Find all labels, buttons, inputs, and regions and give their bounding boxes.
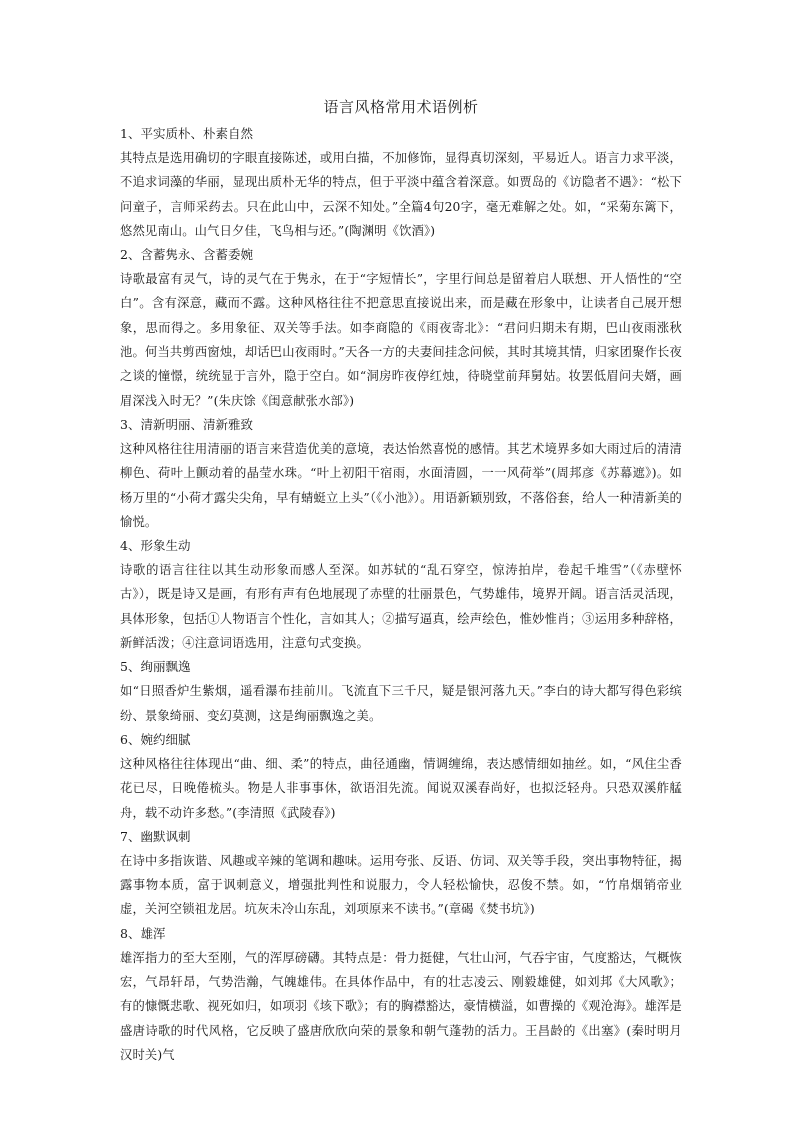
section-body: 这种风格往往体现出“曲、细、柔”的特点，曲径通幽，情调缠绵，表达感情细如抽丝。如，“风住尘香花已尽，日晚倦梳头。物是人非事事休，欲语泪先流。闻说双溪春尚好，也拟泛轻舟。只恐双溪舴艋舟，载不动许多愁。”(李清照《武陵春》): [120, 756, 682, 820]
section-heading: 1、平实质朴、朴素自然: [120, 126, 253, 141]
section-4: [120, 534, 682, 655]
section-8: [120, 922, 682, 1067]
section-body: 如“日照香炉生紫烟，遥看瀑布挂前川。飞流直下三千尺，疑是银河落九天。”李白的诗大都写得色彩缤纷、景象绮丽、变幻莫测，这是绚丽飘逸之美。: [120, 684, 682, 723]
section-heading: 7、幽默讽刺: [120, 828, 191, 844]
section-5: [120, 655, 682, 728]
section-7: [120, 825, 682, 922]
section-2: [120, 243, 682, 413]
section-heading: 5、绚丽飘逸: [120, 659, 191, 675]
section-body: 在诗中多指诙谐、风趣或辛辣的笔调和趣味。运用夸张、反语、仿词、双关等手段，突出事物特征，揭露事物本质，富于讽刺意义，增强批判性和说服力，令人轻松愉快，忍俊不禁。如，“竹帛烟销帝业虚，关河空锁祖龙居。坑灰未冷山东乱，刘项原来不读书。”(章碣《焚书坑》): [120, 853, 682, 917]
section-heading: 4、形象生动: [120, 538, 191, 554]
section-heading: 2、含蓄隽永、含蓄委婉: [120, 247, 253, 263]
section-6: [120, 728, 682, 825]
section-3: [120, 413, 682, 534]
section-body: 雄浑指力的至大至刚，气的浑厚磅礴。其特点是：骨力挺健，气壮山河，气吞宇宙，气度豁达，气概恢宏，气昂轩昂，气势浩瀚，气魄雄伟。在具体作品中，有的壮志凌云、刚毅雄健，如刘邦《大风歌》；有的慷慨悲歌、视死如归，如项羽《垓下歌》；有的胸襟豁达，豪情横溢，如曹操的《观沧海》。雄浑是盛唐诗歌的时代风格，它反映了盛唐欣欣向荣的景象和朝气蓬勃的活力。王昌龄的《出塞》(秦时明月汉时关)气: [120, 950, 682, 1062]
document-page: [120, 96, 682, 1067]
section-heading: 8、雄浑: [120, 925, 166, 941]
section-1: [120, 122, 682, 243]
section-body: 其特点是选用确切的字眼直接陈述，或用白描，不加修饰，显得真切深刻，平易近人。语言力求平淡，不追求词藻的华丽，显现出质朴无华的特点，但于平淡中蕴含着深意。如贾岛的《访隐者不遇》：“松下问童子，言师采药去。只在此山中，云深不知处。”全篇4句20字，毫无难解之处。如，“采菊东篱下，悠然见南山。山气日夕佳，飞鸟相与还。”(陶渊明《饮酒》): [120, 151, 682, 238]
document-title: 语言风格常用术语例析: [323, 98, 479, 116]
section-heading: 3、清新明丽、清新雅致: [120, 416, 253, 432]
section-list: [120, 122, 682, 1067]
section-body: 这种风格往往用清丽的语言来营造优美的意境，表达怡然喜悦的感情。其艺术境界多如大雨过后的清清柳色、荷叶上颤动着的晶莹水珠。“叶上初阳干宿雨，水面清圆，一一风荷举”(周邦彦《苏幕遮》)。如杨万里的“小荷才露尖尖角，早有蜻蜓立上头”（《小池》）。用语新颖别致，不落俗套，给人一种清新美的愉悦。: [120, 441, 682, 529]
section-body: 诗歌最富有灵气，诗的灵气在于隽永，在于“字短情长”，字里行间总是留着启人联想、开人悟性的“空白”。含有深意，藏而不露。这种风格往往不把意思直接说出来，而是藏在形象中，让读者自己展开想象，思而得之。多用象征、双关等手法。如李商隐的《雨夜寄北》：“君问归期未有期，巴山夜雨涨秋池。何当共剪西窗烛，却话巴山夜雨时。”天各一方的夫妻间挂念问候，其时其境其情，归家团聚作长夜之谈的憧憬，统统显于言外，隐于空白。如“洞房昨夜停红烛，待晓堂前拜舅姑。妆罢低眉问夫婿，画眉深浅入时无？”(朱庆馀《闺意献张水部》): [120, 272, 682, 408]
section-body: 诗歌的语言往往以其生动形象而感人至深。如苏轼的“乱石穿空，惊涛拍岸，卷起千堆雪”（《赤壁怀古》），既是诗又是画，有形有声有色地展现了赤壁的壮丽景色，气势雄伟，境界开阔。语言活灵活现，具体形象，包括①人物语言个性化，言如其人；②描写逼真，绘声绘色，惟妙惟肖；③运用多种辞格，新鲜活泼；④注意词语选用，注意句式变换。: [120, 563, 682, 651]
section-heading: 6、婉约细腻: [120, 731, 191, 747]
